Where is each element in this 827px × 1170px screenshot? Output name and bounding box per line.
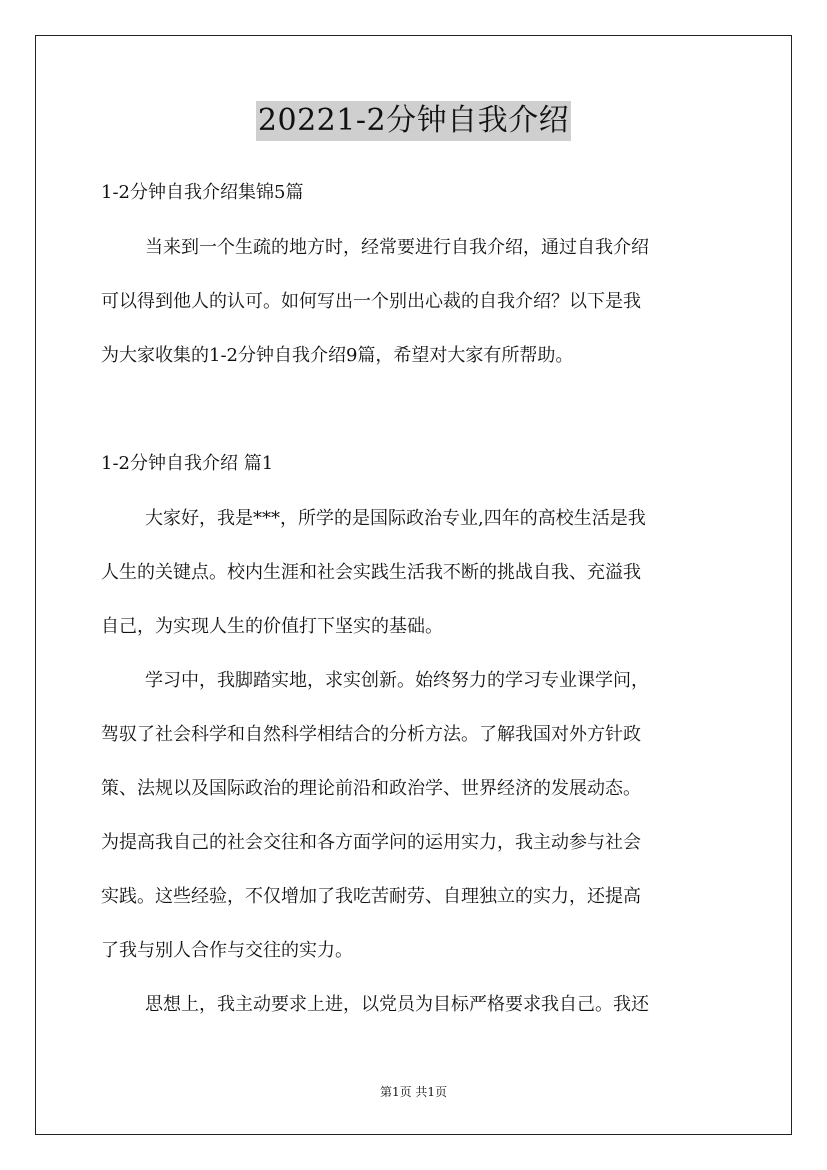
paragraph-line: 可以得到他人的认可。如何写出一个别出心裁的自我介绍？以下是我 [101, 291, 641, 312]
paragraph-line: 人生的关键点。校内生涯和社会实践生活我不断的挑战自我、充溢我 [101, 562, 641, 583]
paragraph-line: 了我与别人合作与交往的实力。 [101, 940, 353, 961]
paragraph-line: 策、法规以及国际政治的理论前沿和政治学、世界经济的发展动态。 [101, 778, 641, 799]
title-container [0, 101, 827, 141]
page-footer: 第1页 共1页 [379, 1085, 448, 1099]
paragraph-line: 大家好，我是***，所学的是国际政治专业,四年的高校生活是我 [145, 508, 646, 529]
section-heading: 1-2分钟自我介绍集锦5篇 [101, 182, 304, 203]
paragraph-line: 学习中，我脚踏实地，求实创新。始终努力的学习专业课学问， [145, 670, 649, 691]
paragraph-line: 为大家收集的1-2分钟自我介绍9篇，希望对大家有所帮助。 [101, 345, 574, 366]
paragraph-line: 思想上，我主动要求上进，以党员为目标严格要求我自己。我还 [145, 994, 649, 1015]
paragraph-line: 自己，为实现人生的价值打下坚实的基础。 [101, 616, 443, 637]
paragraph-line: 为提高我自己的社会交往和各方面学问的运用实力，我主动参与社会 [101, 832, 641, 853]
paragraph-line: 驾驭了社会科学和自然科学相结合的分析方法。了解我国对外方针政 [101, 724, 641, 745]
paragraph-line: 实践。这些经验，不仅增加了我吃苦耐劳、自理独立的实力，还提高 [101, 886, 641, 907]
document-title: 20221-2分钟自我介绍 [256, 101, 571, 141]
section-heading: 1-2分钟自我介绍 篇1 [101, 453, 274, 474]
paragraph-line: 当来到一个生疏的地方时，经常要进行自我介绍，通过自我介绍 [145, 237, 649, 258]
